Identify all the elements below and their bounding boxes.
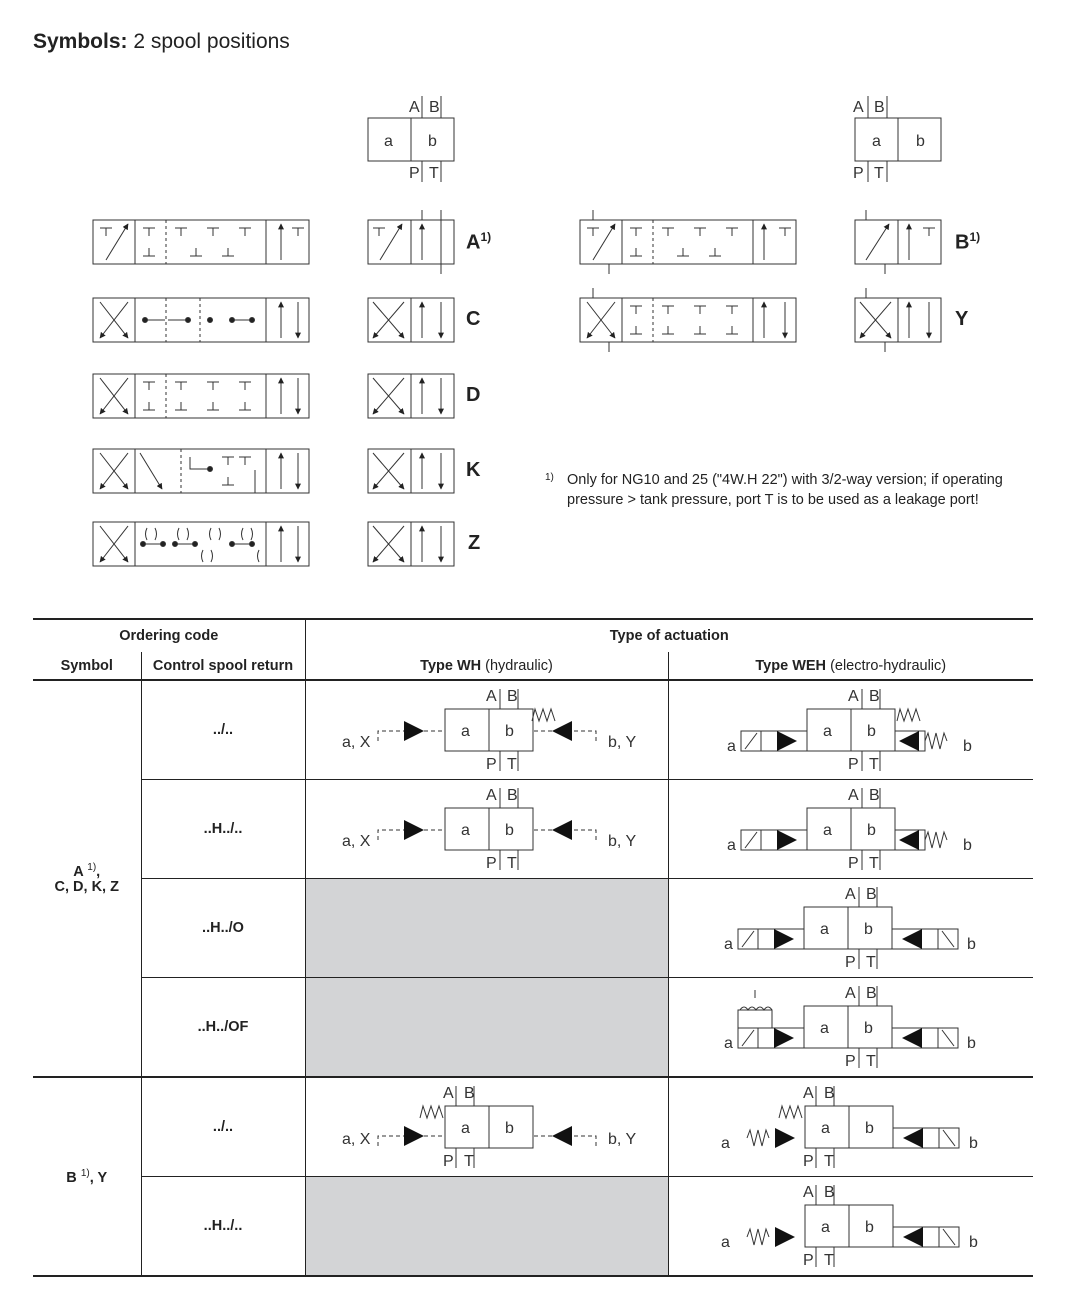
- symbol-D-long: [93, 374, 309, 418]
- port-label-P: P: [409, 165, 420, 182]
- svg-text:T: T: [506, 855, 517, 872]
- code-cell: ..H../..: [141, 780, 305, 879]
- svg-text:b: b: [504, 822, 514, 839]
- svg-text:b: b: [863, 921, 873, 938]
- symbol-label-D: D: [466, 384, 481, 406]
- port-label-B: B: [429, 99, 440, 116]
- svg-text:a: a: [822, 822, 832, 839]
- svg-text:P: P: [485, 756, 497, 773]
- symbol-Y-long: [580, 288, 796, 352]
- svg-text:P: P: [847, 855, 859, 872]
- svg-text:A: A: [485, 787, 497, 804]
- svg-text:T: T: [868, 756, 879, 773]
- svg-text:B: B: [823, 1085, 835, 1102]
- code-cell: ..H../O: [141, 879, 305, 978]
- legend-box-right: [855, 96, 941, 182]
- svg-text:B: B: [506, 787, 518, 804]
- svg-text:b: b: [504, 1120, 514, 1137]
- svg-text:b: b: [504, 723, 514, 740]
- not-available-cell: [305, 1177, 668, 1277]
- svg-text:a: a: [460, 1120, 470, 1137]
- svg-text:a, X: a, X: [341, 734, 370, 751]
- wh-diagram: [305, 680, 668, 780]
- svg-text:T: T: [865, 954, 876, 971]
- weh-diagram: [668, 978, 1033, 1078]
- svg-text:b: b: [962, 738, 972, 755]
- group-symbol-b: B $^{1)}$, Y: [33, 1077, 141, 1276]
- port-label-T: T: [429, 165, 439, 182]
- port-label-A: A: [409, 99, 420, 116]
- port-label-a: a: [384, 133, 393, 150]
- code-cell: ../..: [141, 680, 305, 780]
- col-symbol: Symbol: [33, 652, 141, 680]
- svg-text:b, Y: b, Y: [607, 734, 636, 751]
- footnote-text: Only for NG10 and 25 ("4W.H 22") with 3/2-way version; if operating pressure > tank pressure, port T is to be used as a leakage port!: [567, 472, 1003, 508]
- symbol-B-long: [580, 210, 796, 274]
- svg-text:A: A: [442, 1085, 454, 1102]
- svg-text:a: a: [460, 723, 470, 740]
- port-label-P: P: [853, 165, 864, 182]
- svg-text:b: b: [863, 1020, 873, 1037]
- not-available-cell: [305, 978, 668, 1078]
- svg-text:P: P: [844, 954, 856, 971]
- svg-text:P: P: [485, 855, 497, 872]
- port-label-T: T: [874, 165, 884, 182]
- svg-text:A: A: [802, 1184, 814, 1201]
- svg-text:P: P: [442, 1153, 454, 1170]
- weh-diagram: [668, 680, 1033, 780]
- svg-text:P: P: [802, 1252, 814, 1269]
- symbol-D-short: [368, 374, 454, 418]
- svg-text:b: b: [864, 1219, 874, 1236]
- code-cell: ..H../..: [141, 1177, 305, 1277]
- svg-text:T: T: [865, 1053, 876, 1070]
- col-type-weh: Type WEH (electro-hydraulic): [668, 652, 1033, 680]
- svg-text:A: A: [802, 1085, 814, 1102]
- svg-text:A: A: [844, 985, 856, 1002]
- symbol-K-short: [368, 449, 454, 493]
- svg-text:a: a: [726, 738, 736, 755]
- port-label-a: a: [872, 133, 881, 150]
- symbol-K-long: [93, 449, 309, 493]
- header-type-of-actuation: Type of actuation: [305, 619, 1033, 652]
- svg-text:A: A: [847, 787, 859, 804]
- svg-text:B: B: [868, 688, 880, 705]
- svg-text:b: b: [966, 936, 976, 953]
- svg-text:a: a: [820, 1120, 830, 1137]
- svg-text:B: B: [865, 985, 877, 1002]
- symbol-label-Z: Z: [468, 532, 481, 554]
- svg-text:b: b: [968, 1135, 978, 1152]
- symbol-label-K: K: [466, 459, 481, 481]
- svg-text:P: P: [802, 1153, 814, 1170]
- svg-text:a: a: [819, 921, 829, 938]
- svg-text:T: T: [868, 855, 879, 872]
- spool-symbols-drawing: [0, 0, 1080, 600]
- svg-text:T: T: [506, 756, 517, 773]
- svg-text:b, Y: b, Y: [607, 1131, 636, 1148]
- weh-diagram: [668, 879, 1033, 978]
- symbol-label-A: $A^{1)}$: [466, 230, 492, 254]
- svg-text:a: a: [819, 1020, 829, 1037]
- weh-diagram: [668, 780, 1033, 879]
- port-label-b: b: [916, 133, 925, 150]
- svg-text:P: P: [847, 756, 859, 773]
- port-label-B: B: [874, 99, 885, 116]
- svg-text:a: a: [726, 837, 736, 854]
- col-type-wh: Type WH (hydraulic): [305, 652, 668, 680]
- svg-text:b: b: [864, 1120, 874, 1137]
- code-cell: ..H../OF: [141, 978, 305, 1078]
- svg-text:a: a: [720, 1234, 730, 1251]
- not-available-cell: [305, 879, 668, 978]
- symbol-C-long: [93, 298, 309, 342]
- symbol-Y-short: [855, 288, 941, 352]
- svg-text:T: T: [463, 1153, 474, 1170]
- svg-text:a, X: a, X: [341, 1131, 370, 1148]
- symbol-C-short: [368, 298, 454, 342]
- svg-text:b: b: [866, 723, 876, 740]
- svg-text:B: B: [865, 886, 877, 903]
- symbol-label-B: $B^{1)}$: [955, 230, 981, 254]
- group-symbol-a: A $^{1)}$, C, D, K, Z: [33, 680, 141, 1077]
- code-cell: ../..: [141, 1077, 305, 1177]
- svg-text:b: b: [962, 837, 972, 854]
- symbol-A-long: [93, 220, 309, 264]
- svg-text:A: A: [485, 688, 497, 705]
- port-label-b: b: [428, 133, 437, 150]
- svg-text:b, Y: b, Y: [607, 833, 636, 850]
- svg-text:T: T: [823, 1153, 834, 1170]
- svg-text:a: a: [723, 936, 733, 953]
- svg-text:B: B: [463, 1085, 475, 1102]
- svg-text:a: a: [720, 1135, 730, 1152]
- svg-text:T: T: [823, 1252, 834, 1269]
- svg-text:B: B: [868, 787, 880, 804]
- wh-diagram: [305, 780, 668, 879]
- svg-text:a: a: [460, 822, 470, 839]
- svg-text:b: b: [866, 822, 876, 839]
- symbol-A-short: [368, 210, 454, 274]
- ordering-code-table: [33, 618, 1033, 1277]
- svg-text:b: b: [966, 1035, 976, 1052]
- header-ordering-code: Ordering code: [33, 619, 305, 652]
- symbol-B-short: [855, 210, 941, 274]
- svg-text:A: A: [847, 688, 859, 705]
- svg-text:P: P: [844, 1053, 856, 1070]
- symbol-label-Y: Y: [955, 308, 969, 330]
- wh-diagram: [305, 1077, 668, 1177]
- page-title: Symbols: 2 spool positions: [33, 30, 290, 53]
- svg-text:A: A: [844, 886, 856, 903]
- svg-text:a: a: [822, 723, 832, 740]
- footnote-mark: 1): [545, 472, 554, 483]
- svg-text:B: B: [823, 1184, 835, 1201]
- svg-text:a: a: [820, 1219, 830, 1236]
- symbol-Z-short: [368, 522, 454, 566]
- svg-text:b: b: [968, 1234, 978, 1251]
- col-control-spool-return: Control spool return: [141, 652, 305, 680]
- svg-text:B: B: [506, 688, 518, 705]
- symbol-label-C: C: [466, 308, 481, 330]
- port-label-A: A: [853, 99, 864, 116]
- weh-diagram: [668, 1077, 1033, 1177]
- svg-text:a: a: [723, 1035, 733, 1052]
- weh-diagram: [668, 1177, 1033, 1277]
- symbol-Z-long: [93, 522, 309, 566]
- svg-text:a, X: a, X: [341, 833, 370, 850]
